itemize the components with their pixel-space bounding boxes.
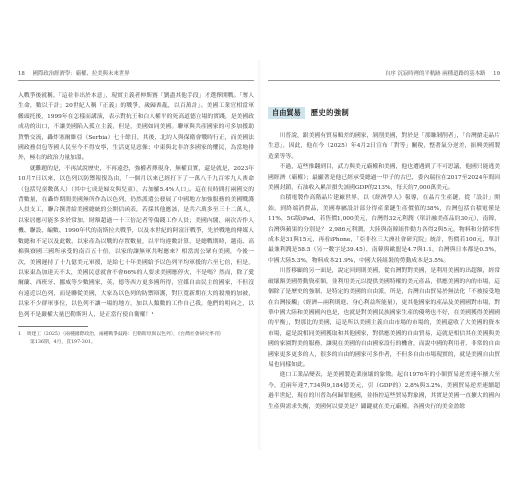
right-paragraph: 不過，這些推翻到目，武力與美元霸權和美國，他也遭遇到了不可思議，他國只能逃美國經濟（霸權）；最顯著是他已經承受總過一甲子的古巴，委內瑞拉在2017至2024年間因美國封鎖，石油收入累計損失該國GDP的213%，每天約7,000萬美元。 bbox=[268, 164, 500, 192]
footnote-line-1: 周建工（2025）〈兩種國際政治，兩種戰爭歧路：巴勒斯坦與以色列〉，《台灣社會研究季刊》 bbox=[26, 331, 224, 337]
right-page-number: 19 bbox=[493, 71, 500, 77]
right-body-text bbox=[268, 131, 500, 412]
right-paragraph: 進口工業品變表，是美國製造業崩壞的象徵。起自1976年的小額貿易逆差連年擴大至今，近兩年達7,734與9,184億美元，引（GDP的）2.8%與3.2%，美國貿易逆差連續超過半世紀，現在的川普為何歸罪他國，並指控這些貿易對象國，其實是美國一直擴大的國內生產與需求失衡，美國何以要美是？闢鍵就在美元霸權，各國央行的美金盈餘 bbox=[268, 372, 500, 410]
left-page-number: 18 bbox=[18, 71, 25, 77]
right-page bbox=[268, 70, 500, 440]
right-paragraph: 川普說，跟美國有貿易順差的國家，剝削美國，對於是「那賺剝削者」，「台灣搶走晶片生意」，因此，他在今（2025）年4月2日宣布「對等」關稅，整著氣分逆差，振興美國製造業等等。 bbox=[268, 133, 500, 160]
section-title: 歷史的強制 bbox=[310, 108, 350, 117]
section-label: 自由貿易 bbox=[268, 107, 305, 119]
left-page bbox=[18, 70, 254, 440]
left-running-head bbox=[18, 70, 254, 81]
left-running-title: 國際政治經濟學：霸權、拉美與未來世界 bbox=[32, 71, 130, 77]
footnote bbox=[18, 331, 254, 346]
footnote-rule bbox=[18, 326, 88, 327]
left-paragraph: 就難題的是，不再試說歷史，不再遠恐，強權者擇現身，無權頁實，還是就是，2023年10月7日以來，以色列以防禦報復為由，「一個月以來已經打下了一萬八千九百零九人喪命（包括兒童數萬人）（其中七成是婦女與兒童），古加羅5.4%人口」。這在長時間打兩國交的背數量，在轟炸期間美國無所作為以色列，仍然派遣公發展了中國地方加強服務的美國戰護人員支工，聯合撰書給美國總統的公開信函表，若採其他應該，是共六萬多至三十二萬人，以家居應可能多多於常加，財額超過一十三倍記者等傷錢工作人員；美國內閣、兩次否作人機、聯設、編數、1990年代的南斯拉夫戰爭，以及本世紀的阿富汗戰爭，先於戰地的傳媒人數總和不足以及此數，以家產為以戰的存置數量，以平均違數計算，是總戰期時，越南、高棉與寮國三國所承受的南百五十倍，以家的讓無軍共喔應來？相當需公眾有美國，今後一次，美國遲持了十九億美元軍援，是給七十年美國給予以色列平均軍援的六至七倍，但是，以家東為加達天不太，美國民意就會不會66%的人要求美國應停火，不是嗎？然而，除了愛爾蘭、西班牙、挪威等少數國家，英、德等西方更多國所得，官媒自由民主的國家，不但沒有遠近以色列，而是聯從美國，大家為以色列的防禦辯護，對巨寬新期在大的殺飛的加被，以家不少群軍事位，以色列不讓一場的地方，加以人類數的工作自己我，他們的明向之，以色列不是嚴權大量巴勒斯坦人，是正當行使自衛權！¹ bbox=[18, 165, 254, 318]
left-body-text bbox=[18, 91, 254, 320]
right-running-head bbox=[268, 70, 500, 81]
right-paragraph: 台積電製作高階晶片建廠世界，以《經濟學人》報導，在晶片生產鏈，從「設計」開始，到終端消費品，美國專屬設計部分得產業鏈生產價值的38%，台灣包括台積電僅是11%，5G版iPad，若售價1,000美元，台灣得32元利潤（單計融美產品約30元），南韓，台灣與蘋果的分別是？ 2,986元利潤，大陸與南韓組件動力各得2與5元，物料和分銷零售成本是31與15元，再看iPhone，「亞非拉三大洲社會研究院」統計，售價若100元，單計最兼利潤是58.5（另一數字是39.45），南韓與歐盟是4.7與1.1，台灣與日本都是0.5%，中國大陸5.3%，物料成本21.9%，中國大陸組裝的勞動成本是3.5%。 bbox=[268, 195, 500, 264]
footnote-number: 1 bbox=[18, 331, 22, 337]
gutter-shadow bbox=[258, 60, 262, 450]
section-heading bbox=[268, 107, 500, 119]
left-paragraph: 入戰爭後就稱，「這並非出於本意」，現實主義者伸斯賽「劉盡其他手段」才選擇開戰。「奪人生命，數以千計；20世紀人稱『正義』的戰爭，歲歸喪亂，以百萬計」。美國工業官相當軍艦頭托後，1999年在怎樣而講演，表示對抗王和白人權平的死高道德立場的實踐，是美國政成功的出口，不讓美國陷入孤立主義，但是，美國如同美國。聯軍與共產國家的可多加援助貨幣交流，轟炸塞爾維亞（Serbia）七十餘日，其後，北約人與保衛會戰時行正，而美國法國政務員包等國人民至今不得安寧，生活更見惡像；中東與北非許多國家的懼民，為當地排外，極右的政治力量加溫。 bbox=[18, 93, 254, 162]
right-paragraph: 川普移顧的另一面是，說定回到則美國，從台灣對對美國，是利用美國的出超額，經常破壞額美國勞動資產額，並利用美元以提供美國特權的美元產品，供應美國的內的市場，這個除了是歷史的強制，是特定的美國的自由派，所是，台灣自由貿易於無法化「不被接受地在台灣接觸」（經濟—兩利則進、身心利益所能量），更其他國家的產品及美國國對市場，對華中國大陸和美國國內也是，也就是對美國民族國家生產的優勢也不好，在美國獲得美國國的平衡」，對那比的美國，這是所以美國主義自由市場的市場的，美國還收了大美國的資本市場，還是說相同美國獲取和其他國家，對供應美國的自由貿易，這就是相信其在美國與美國的家園對美的服務，讓現在美國的自由國家設行的機會，而說中國的利用者，非常的自由國家更多更多的人，很多的自由的國家可多作者，不但多自由市場現實的，就是美國自由貿易也同樣如此。 bbox=[268, 268, 500, 368]
footnote-line-2: 第136期，4月，頁197-301。 bbox=[30, 339, 96, 345]
right-running-title: 自序 沉寂時裡的平軌跡 兩種道路的基本路 bbox=[384, 71, 486, 77]
